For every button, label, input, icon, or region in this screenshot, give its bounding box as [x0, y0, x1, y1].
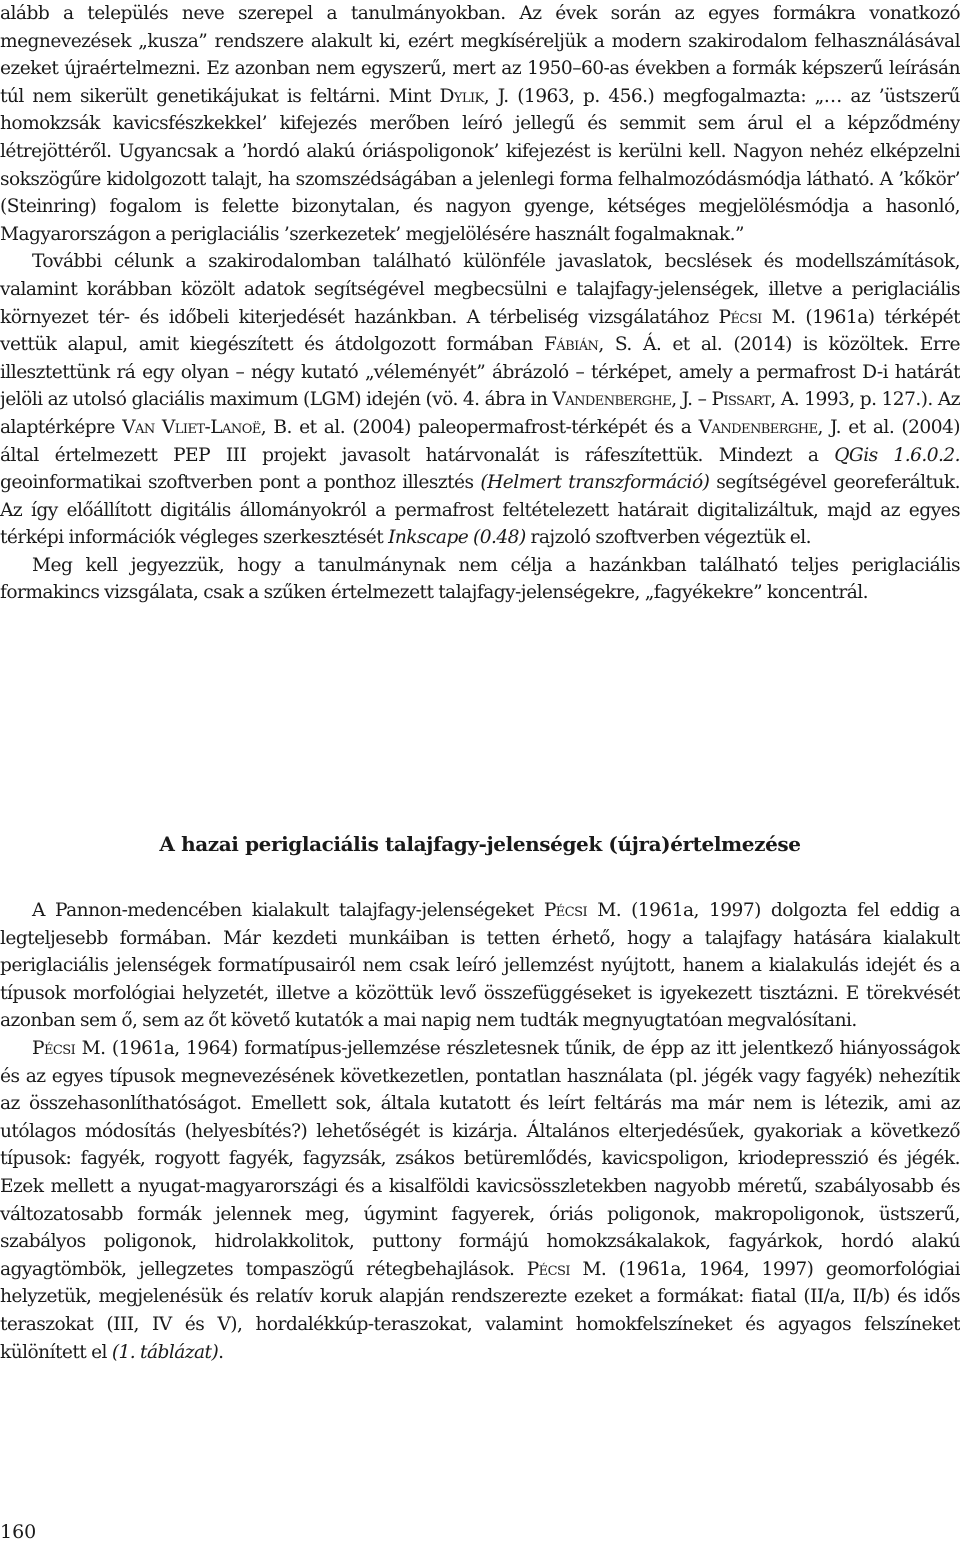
- paragraph-4: A Pannon-medencében kialakult talajfagy-jelenségeket Pécsi M. (1961a, 1997) dolgozta fel eddig a legteljesebb formában. Már kezdeti munkáiban is tetten érhető, hogy a talajfagy hatására kialakult periglaciális jelenségek formatípusairól nem csak leíró jellemzést nyújtott, hanem a kialakulás idejét és a típusok morfológiai helyzetét, illetve a közöttük levő összefüggéseket is igyekezett tisztázni. E törekvését azonban sem ő, sem az őt követő kutatók a mai napig nem tudták megnyugtatóan megvalósítani.: [0, 900, 960, 1032]
- author-citation: Van Vliet-Lanoë,: [122, 416, 267, 438]
- author-citation: Pécsi: [543, 900, 588, 921]
- body-text-top: [0, 0, 960, 607]
- table-reference: (1. táblázat): [111, 1341, 219, 1363]
- section-heading: A hazai periglaciális talajfagy-jelenségek (újra)értelmezése: [159, 832, 801, 856]
- author-citation: Pécsi: [526, 1258, 570, 1280]
- body-text-bottom: [0, 897, 960, 1366]
- author-citation: Pissart,: [711, 389, 776, 411]
- author-citation: Vandenberghe,: [698, 416, 823, 438]
- author-citation: Pécsi: [32, 1037, 76, 1059]
- paragraph-1: alább a település neve szerepel a tanulmányokban. Az évek során az egyes formákra vonatkozó megnevezések „kusza” rendszere alakult ki, ezért megkíséreljük a modern szakirodalom felhasználásával ezeket újraértelmezni. Ez azonban nem egyszerű, mert az 1950–60-as években a formák képszerű leírásán túl nem sikerült genetikájukat is feltárni. Mint Dylik, J. (1963, p. 456.) megfogalmazta: „… az ’üstszerű homokzsák kavicsfészkekkel’ kifejezés merőben leíró jellegű és semmit sem árul el a képződmény létrejöttéről. Ugyancsak a ’hordó alakú óriáspoligonok’ kifejezést is kerülni kell. Nagyon nehéz elképzelni sokszögűre kidolgozott talajt, ha szomszédságában a jelenlegi forma felhalmozódásmódja látható. A ’kőkör’ (Steinring) fogalom is felette bizonytalan, és nagyon gyenge, kétséges megjelölésmódja a hasonló, Magyarországon a periglaciális ’szerkezetek’ megjelölésére használt fogalmaknak.”: [0, 3, 960, 245]
- author-citation: Fábián,: [543, 334, 604, 356]
- software-name: QGis 1.6.0.2.: [834, 444, 960, 466]
- paragraph-3: Meg kell jegyezzük, hogy a tanulmánynak nem célja a hazánkban található teljes periglaciális formakincs vizsgálata, csak a szűken értelmezett talajfagy-jelenségekre, „fagyékekre” koncentrál.: [0, 554, 960, 604]
- author-citation: Vandenberghe,: [552, 389, 677, 411]
- software-name: Inkscape (0.48): [388, 527, 526, 549]
- page-number: 160: [0, 1521, 37, 1543]
- author-citation: Pécsi: [718, 306, 762, 328]
- author-citation: Dylik,: [439, 85, 490, 107]
- paragraph-2: További célunk a szakirodalomban található különféle javaslatok, becslések és modellszámítások, valamint korábban közölt adatok segítségével megbecsülni e talajfagy-jelenségek, illetve a periglaciális környezet tér- és időbeli kiterjedését hazánkban. A térbeliség vizsgálatához Pécsi M. (1961a) térképét vettük alapul, amit kiegészített és átdolgozott formában Fábián, S. Á. et al. (2014) is közöltek. Erre illesztettünk rá egy olyan – négy kutató „véleményét” ábrázoló – térképet, amely a permafrost D-i határát jelöli az utolsó glaciális maximum (LGM) idején (vö. 4. ábra in Vandenberghe, J. – Pissart, A. 1993, p. 127.). Az alaptérképre Van Vliet-Lanoë, B. et al. (2004) paleopermafrost-térképét és a Vandenberghe, J. et al. (2004) által értelmezett PEP III projekt javasolt határvonalát is ráfeszítettük. Mindezt a QGis 1.6.0.2. geoinformatikai szoftverben pont a ponthoz illesztés (Helmert transzformáció) segítségével georeferáltuk. Az így előállított digitális állományokról a permafrost feltételezett határait digitalizáltuk, majd az egyes térképi információk végleges szerkesztését Inkscape (0.48) rajzoló szoftverben végeztük el.: [0, 251, 960, 549]
- method-name: (Helmert transzformáció): [480, 472, 710, 494]
- paragraph-5: Pécsi M. (1961a, 1964) formatípus-jellemzése részletesnek tűnik, de épp az itt jelentkező hiányosságok és az egyes típusok megnevezésének következetlen, pontatlan használata (pl. jégék vagy fagyék) nehezítik az összehasonlíthatóságot. Emellett sok, általa kutatott és leírt feltárás ma már nem is létezik, ami az utólagos módosítás (helyesbítés?) lehetőségét is kizárja. Általános elterjedésűek, gyakoriak a következő típusok: fagyék, rogyott fagyék, fagyzsák, zsákos betüremlődés, kavicspoligon, kriodepresszió és jégék. Ezek mellett a nyugat-magyarországi és a kisalföldi kavicsösszletekben nagyobb méretű, szabályosabb és változatosabb formák jelennek meg, úgymint fagyerek, óriás poligonok, makropoligonok, üstszerű, szabályos poligonok, hidrolakkolitok, puttony formájú homokzsákalakok, fagyárkok, hordó alakú agyagtömbök, jellegzetes tompaszögű rétegbehajlások. Pécsi M. (1961a, 1964, 1997) geomorfológiai helyzetük, megjelenésük és relatív koruk alapján rendszerezte ezeket a formákat: fiatal (II/a, II/b) és idős teraszokat (III, IV és V), hordalékkúp-teraszokat, valamint homokfelszíneket és agyagos felszíneket különített el (1. táblázat).: [0, 1037, 960, 1363]
